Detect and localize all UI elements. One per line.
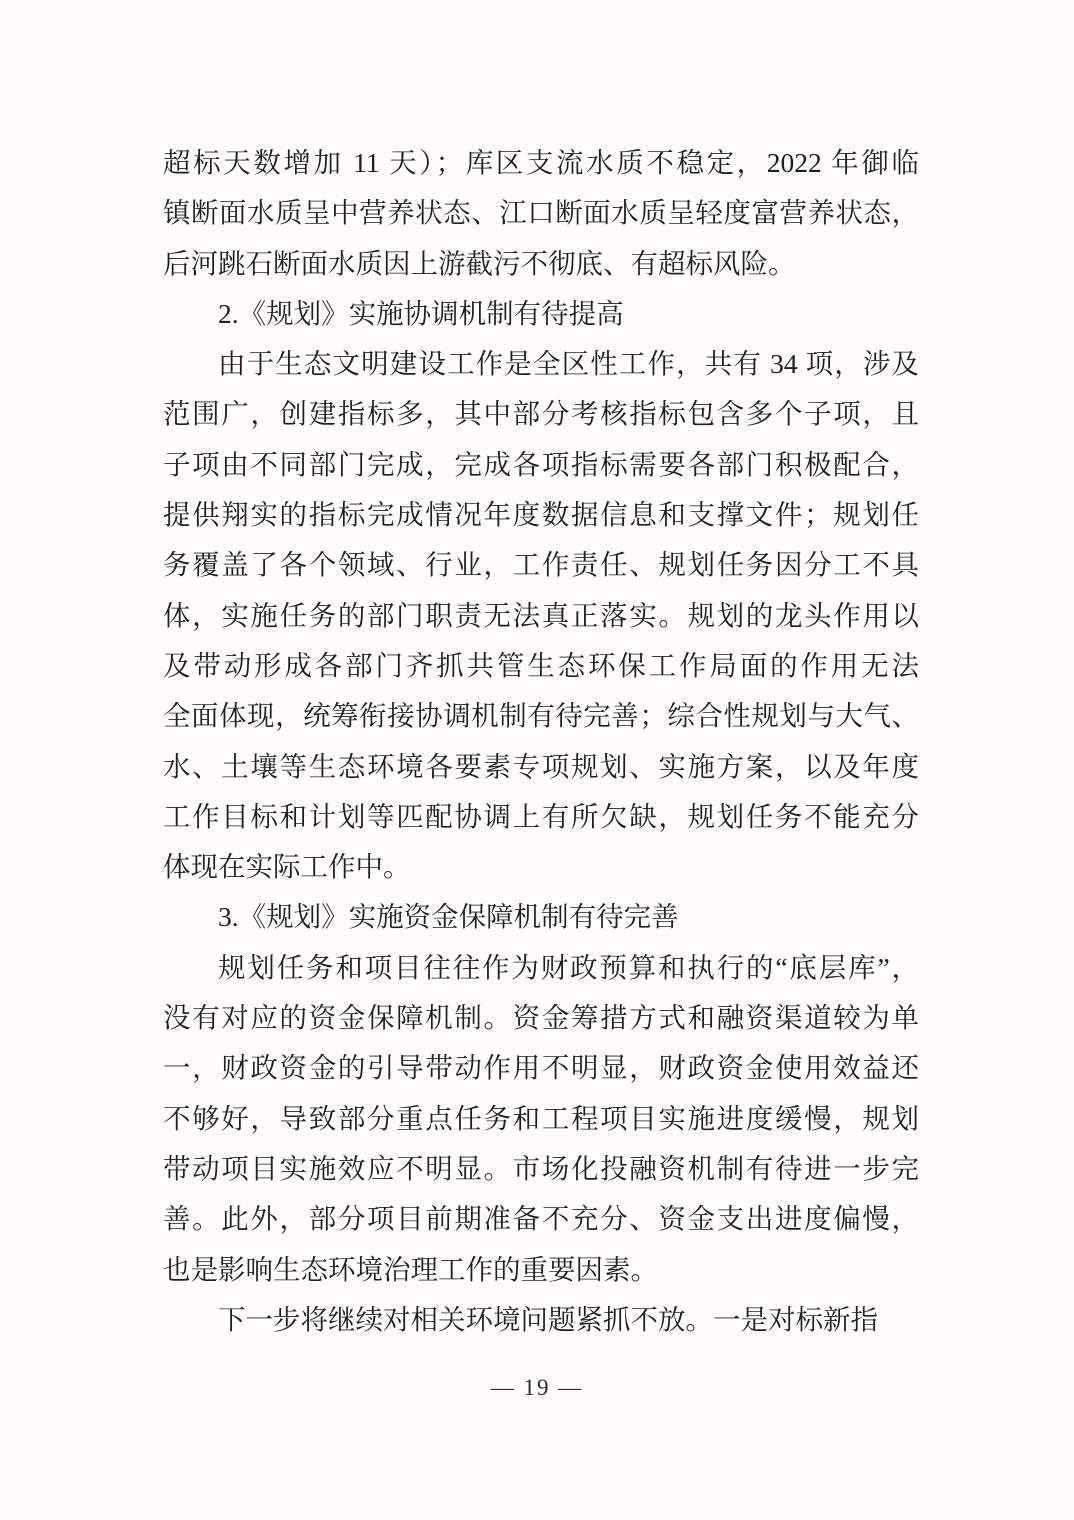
text-line: 体现在实际工作中。 — [163, 851, 411, 883]
text-line: 不够好，导致部分重点任务和工程项目实施进度缓慢，规划 — [163, 1102, 919, 1134]
text-line: 3.《规划》实施资金保障机制有待完善 — [218, 901, 679, 933]
text-line: 2.《规划》实施协调机制有待提高 — [218, 297, 624, 329]
page-footer — [0, 1375, 1074, 1401]
text-line: 由于生态文明建设工作是全区性工作，共有 34 项，涉及 — [218, 348, 919, 380]
text-line: 后河跳石断面水质因上游截污不彻底、有超标风险。 — [163, 247, 796, 279]
text-line: 体，实施任务的部门职责无法真正落实。规划的龙头作用以 — [163, 599, 919, 631]
text-line: 超标天数增加 11 天）；库区支流水质不稳定，2022 年御临 — [163, 147, 919, 178]
text-line: 也是影响生态环境治理工作的重要因素。 — [163, 1253, 658, 1285]
text-line: 务覆盖了各个领域、行业，工作责任、规划任务因分工不具 — [163, 549, 919, 581]
text-line: 善。此外，部分项目前期准备不充分、资金支出进度偏慢， — [163, 1203, 919, 1235]
text-line: 子项由不同部门完成，完成各项指标需要各部门积极配合， — [163, 448, 919, 480]
text-line: 及带动形成各部门齐抓共管生态环保工作局面的作用无法 — [163, 649, 919, 681]
text-line: 没有对应的资金保障机制。资金筹措方式和融资渠道较为单 — [163, 1002, 919, 1034]
text-line: 一，财政资金的引导带动作用不明显，财政资金使用效益还 — [163, 1052, 919, 1084]
text-line: 提供翔实的指标完成情况年度数据信息和支撑文件；规划任 — [163, 499, 919, 531]
document-body — [163, 138, 919, 1345]
text-line: 工作目标和计划等匹配协调上有所欠缺，规划任务不能充分 — [163, 800, 919, 832]
text-line: 全面体现，统筹衔接协调机制有待完善；综合性规划与大气、 — [163, 700, 919, 732]
text-line: 水、土壤等生态环境各要素专项规划、实施方案，以及年度 — [163, 750, 919, 782]
text-line: 下一步将继续对相关环境问题紧抓不放。一是对标新指 — [218, 1303, 878, 1335]
text-line: 规划任务和项目往往作为财政预算和执行的“底层库”， — [218, 951, 919, 983]
text-line: 带动项目实施效应不明显。市场化投融资机制有待进一步完 — [163, 1152, 919, 1184]
page-number: — 19 — — [490, 1375, 584, 1400]
text-line: 镇断面水质呈中营养状态、江口断面水质呈轻度富营养状态， — [163, 197, 919, 229]
text-line: 范围广，创建指标多，其中部分考核指标包含多个子项，且 — [163, 398, 919, 430]
